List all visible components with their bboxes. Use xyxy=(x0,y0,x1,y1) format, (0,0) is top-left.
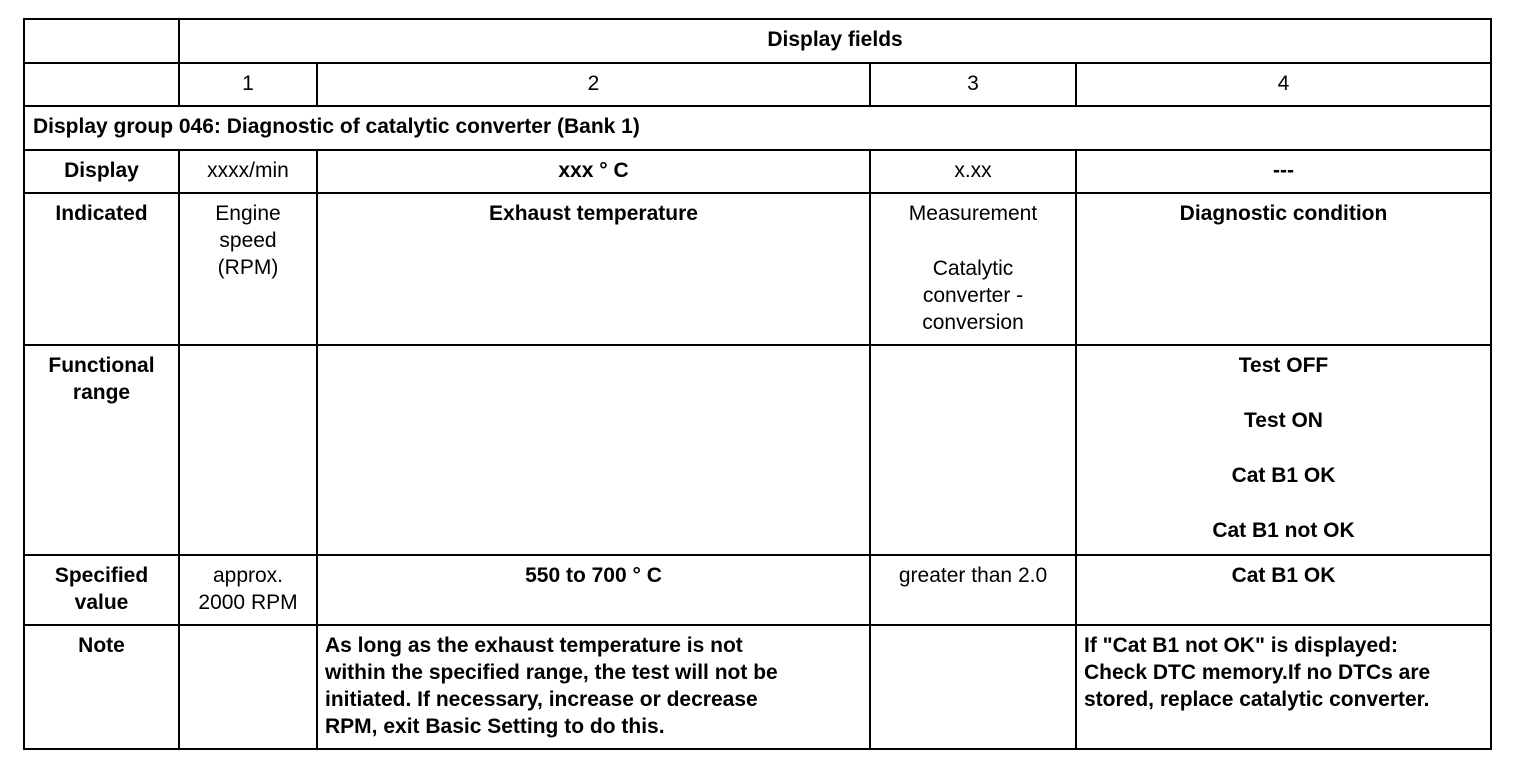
note-field-2-line: initiated. If necessary, increase or decrease xyxy=(325,688,758,711)
indicated-field-1-line: (RPM) xyxy=(217,256,279,279)
note-field-4-line: Check DTC memory.If no DTCs are xyxy=(1084,661,1431,684)
specified-value-field-1-line: 2000 RPM xyxy=(198,591,298,614)
specified-value-row xyxy=(24,555,1491,625)
functional-range-label xyxy=(24,345,179,555)
specified-value-field-3: greater than 2.0 xyxy=(870,555,1076,625)
indicated-row xyxy=(24,193,1491,345)
functional-range-row xyxy=(24,345,1491,555)
note-field-2-line: RPM, exit Basic Setting to do this. xyxy=(325,715,665,738)
note-label: Note xyxy=(24,625,179,749)
group-title: Display group 046: Diagnostic of catalytic converter (Bank 1) xyxy=(24,106,1491,150)
specified-value-label-line: value xyxy=(74,591,129,614)
header-row xyxy=(24,19,1491,63)
functional-range-option: Cat B1 not OK xyxy=(1212,519,1355,542)
field-number-row xyxy=(24,63,1491,106)
indicated-field-2: Exhaust temperature xyxy=(317,193,870,345)
header-empty-cell xyxy=(24,19,179,63)
specified-value-label-line: Specified xyxy=(54,564,149,587)
field-number-2: 2 xyxy=(317,63,870,106)
specified-value-field-1 xyxy=(179,555,317,625)
functional-range-option: Cat B1 OK xyxy=(1231,464,1336,487)
functional-range-label-line: Functional xyxy=(48,354,155,377)
functional-range-option: Test ON xyxy=(1244,409,1323,432)
indicated-field-1-line: Engine xyxy=(215,202,281,225)
display-fields-header: Display fields xyxy=(179,19,1491,63)
note-field-4-line: If "Cat B1 not OK" is displayed: xyxy=(1084,634,1398,657)
functional-range-field-2 xyxy=(317,345,870,555)
indicated-field-4: Diagnostic condition xyxy=(1076,193,1491,345)
indicated-field-3-line: Catalytic xyxy=(932,257,1014,280)
field-number-empty-cell xyxy=(24,63,179,106)
note-field-2-line: within the specified range, the test will not be xyxy=(325,661,778,684)
indicated-field-1 xyxy=(179,193,317,345)
note-field-2 xyxy=(317,625,870,749)
display-group-table xyxy=(23,18,1492,750)
display-row xyxy=(24,150,1491,193)
note-row xyxy=(24,625,1491,749)
display-field-4: --- xyxy=(1076,150,1491,193)
field-number-3: 3 xyxy=(870,63,1076,106)
functional-range-field-1 xyxy=(179,345,317,555)
indicated-field-1-line: speed xyxy=(219,229,277,252)
functional-range-option: Test OFF xyxy=(1238,354,1329,377)
note-field-3 xyxy=(870,625,1076,749)
display-label: Display xyxy=(24,150,179,193)
note-field-4 xyxy=(1076,625,1491,749)
note-field-1 xyxy=(179,625,317,749)
group-title-row xyxy=(24,106,1491,150)
indicated-field-3-line: conversion xyxy=(922,311,1024,334)
note-field-4-line: stored, replace catalytic converter. xyxy=(1084,688,1430,711)
field-number-1: 1 xyxy=(179,63,317,106)
functional-range-field-4 xyxy=(1076,345,1491,555)
display-field-1: xxxx/min xyxy=(179,150,317,193)
indicated-field-3 xyxy=(870,193,1076,345)
functional-range-field-3 xyxy=(870,345,1076,555)
field-number-4: 4 xyxy=(1076,63,1491,106)
functional-range-label-line: range xyxy=(72,381,131,404)
specified-value-label xyxy=(24,555,179,625)
display-field-2: xxx ° C xyxy=(317,150,870,193)
indicated-field-3-line: Measurement xyxy=(908,202,1038,225)
specified-value-field-4: Cat B1 OK xyxy=(1076,555,1491,625)
display-field-3: x.xx xyxy=(870,150,1076,193)
specified-value-field-1-line: approx. xyxy=(212,564,284,587)
indicated-field-3-line: converter - xyxy=(922,284,1024,307)
specified-value-field-2: 550 to 700 ° C xyxy=(317,555,870,625)
indicated-label: Indicated xyxy=(24,193,179,345)
note-field-2-line: As long as the exhaust temperature is not xyxy=(325,634,743,657)
